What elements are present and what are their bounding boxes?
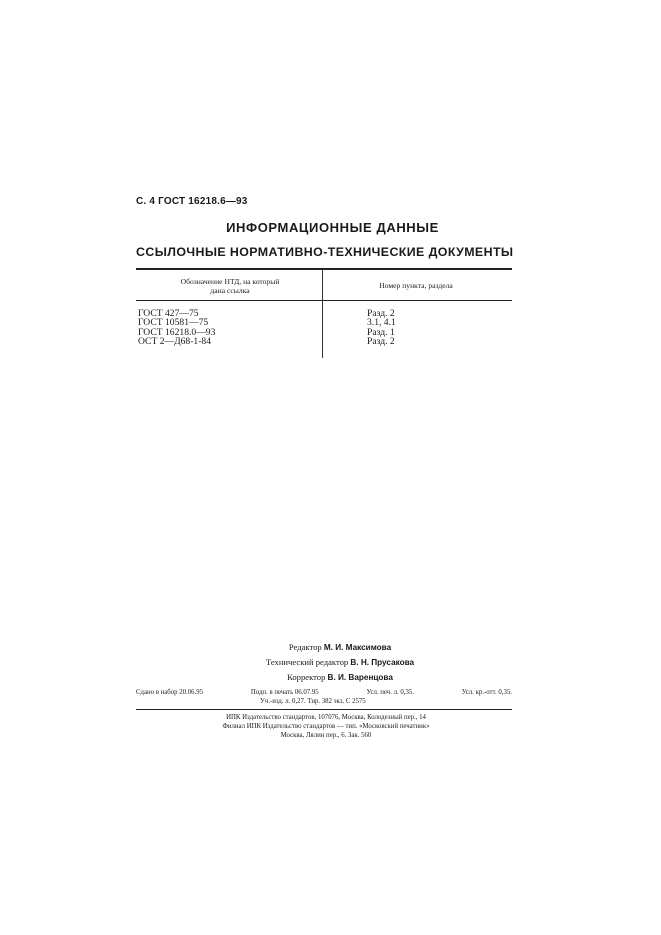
table-top-rule [136, 268, 512, 270]
publisher-line-1: ИПК Издательство стандартов, 107076, Москва, Колодезный пер., 14 [226, 714, 426, 721]
table-cell-doc: ОСТ 2—Д68-1-84 [138, 336, 212, 348]
credit-corrector [200, 670, 480, 685]
credit-editor-name: М. И. Максимова [323, 643, 392, 652]
main-heading: ИНФОРМАЦИОННЫЕ ДАННЫЕ [226, 220, 439, 235]
table-cell-doc: ГОСТ 10581—75 [138, 317, 209, 329]
table-header-document-line2: дана ссылка [210, 286, 250, 295]
table-column-documents [138, 309, 215, 347]
table-cell-section: Разд. 1 [367, 326, 395, 338]
publisher-line-3: Москва, Лялин пер., 6. Зак. 560 [280, 732, 372, 739]
imprint-typeset-date: Сдано в набор 20.06.95 [136, 689, 204, 696]
table-cell-doc: ГОСТ 427—75 [138, 308, 199, 319]
section-heading: ССЫЛОЧНЫЕ НОРМАТИВНО-ТЕХНИЧЕСКИЕ ДОКУМЕНТЫ [136, 245, 514, 259]
imprint-color-sheets: Усл. кр.-отт. 0,35. [461, 689, 512, 696]
imprint-print-date: Подп. в печать 06.07.95 [250, 689, 319, 696]
credit-tech-editor-name: В. Н. Прусакова [350, 658, 415, 667]
table-header-section: Номер пункта, раздела [379, 281, 453, 290]
credit-editor [200, 640, 480, 655]
page-header: С. 4 ГОСТ 16218.6—93 [136, 196, 248, 207]
imprint-rule [136, 709, 512, 710]
imprint-line-1 [136, 688, 512, 697]
table-header-rule [136, 300, 512, 301]
table-header-document [150, 277, 310, 295]
table-cell-doc: ГОСТ 16218.0—93 [138, 326, 216, 338]
publisher-line-2: Филиал ИПК Издательство стандартов — тип. «Московский печатник» [222, 723, 430, 730]
table-column-sections [367, 309, 396, 347]
imprint-sheets: Усл. печ. л. 0,35. [366, 689, 414, 696]
credits-block [200, 640, 480, 685]
imprint-print-data [136, 688, 512, 706]
credit-corrector-name: В. И. Варенцова [327, 673, 393, 682]
imprint-publisher [146, 713, 506, 740]
table-cell-section: Разд. 2 [367, 336, 395, 348]
credit-tech-editor-label: Технический редактор [265, 657, 349, 667]
credit-editor-label: Редактор [288, 642, 322, 652]
table-cell-section: Разд. 2 [367, 308, 395, 319]
credit-corrector-label: Корректор [287, 672, 326, 682]
table-cell-section: 3.1, 4.1 [367, 317, 396, 329]
table-column-divider [322, 270, 323, 358]
table-header-document-line1: Обозначение НТД, на который [180, 277, 280, 286]
credit-tech-editor [200, 655, 480, 670]
imprint-line-2: Уч.-изд. л. 0,27. Тир. 382 экз. С 2575 [260, 698, 366, 705]
